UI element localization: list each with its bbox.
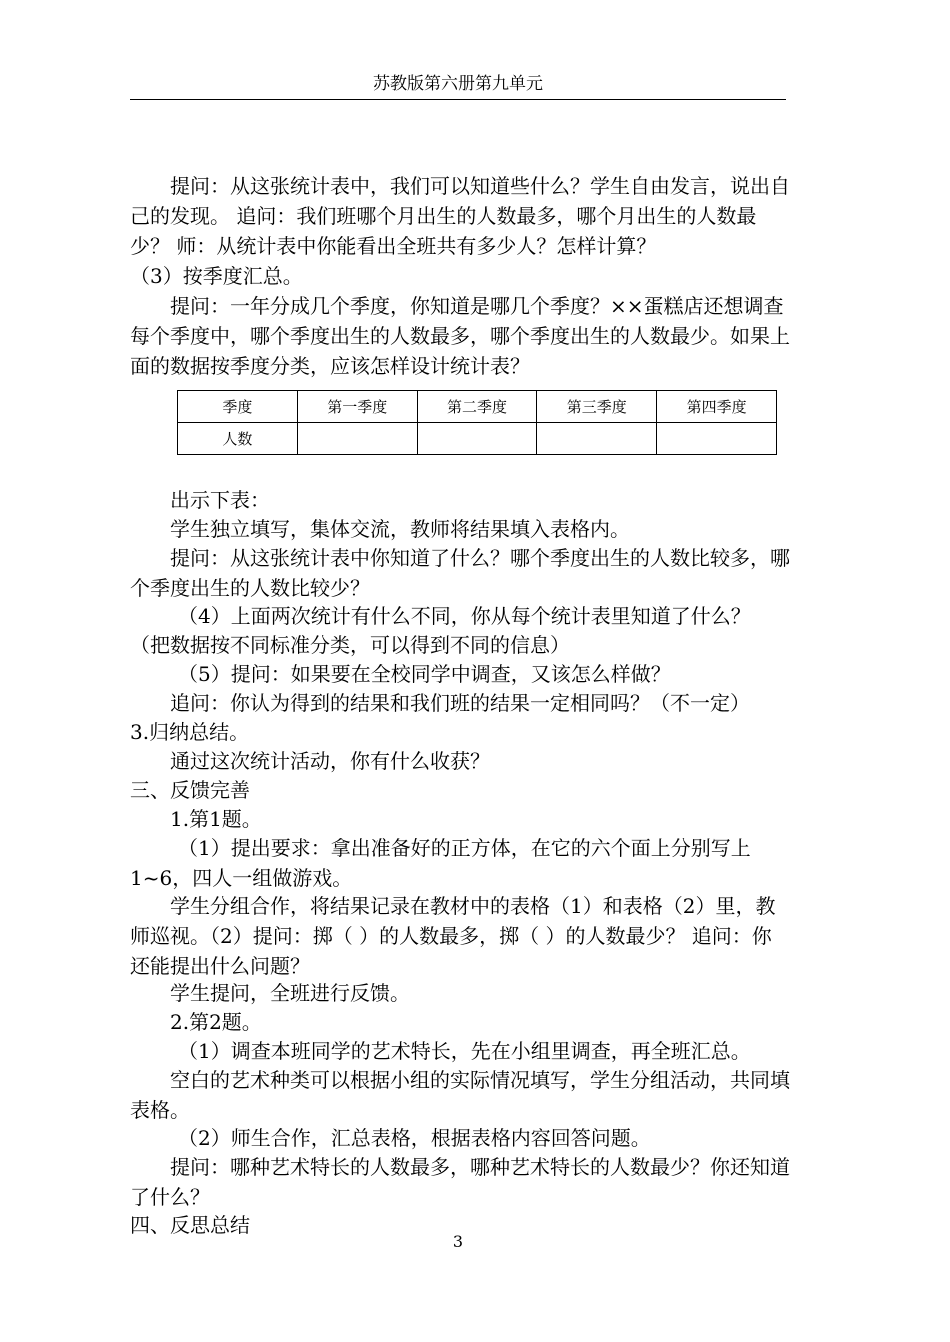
- season-header-cell: 第三季度: [537, 391, 657, 423]
- paragraph-question-2: 提问：一年分成几个季度，你知道是哪几个季度？××蛋糕店还想调查每个季度中，哪个季度出生的人数最多，哪个季度出生的人数最少。如果上面的数据按季度分类，应该怎样设计统计表？: [130, 294, 790, 378]
- paragraph-step-4: （4）上面两次统计有什么不同，你从每个统计表里知道了什么？: [178, 604, 751, 628]
- paragraph-summary: 通过这次统计活动，你有什么收获？: [170, 749, 490, 773]
- paragraph-exercise-1-activity: 学生分组合作，将结果记录在教材中的表格（1）和表格（2）里，教师巡视。（2）提问：掷（ ）的人数最多，掷（ ）的人数最少？ 追问：你还能提出什么问题？: [130, 894, 776, 978]
- paragraph-follow-up: 追问：你认为得到的结果和我们班的结果一定相同吗？（不一定）: [170, 691, 750, 715]
- page-header-title: 苏教版第六册第九单元: [373, 74, 543, 94]
- paragraph-exercise-2-summary: （2）师生合作，汇总表格，根据表格内容回答问题。: [178, 1126, 651, 1150]
- season-count-cell: [417, 423, 537, 455]
- paragraph-exercise-2: 2.第2题。: [170, 1010, 262, 1034]
- season-row-label: 人数: [178, 423, 298, 455]
- paragraph-fill-table: 学生独立填写，集体交流，教师将结果填入表格内。: [170, 517, 630, 541]
- header-rule: [130, 99, 786, 100]
- paragraph-step-4-answer: （把数据按不同标准分类，可以得到不同的信息）: [130, 633, 570, 657]
- paragraph-exercise-1-requirement: （1）提出要求：拿出准备好的正方体，在它的六个面上分别写上1~6，四人一组做游戏。: [130, 836, 751, 890]
- season-header-cell: 第四季度: [657, 391, 777, 423]
- season-header-cell: 第二季度: [417, 391, 537, 423]
- season-count-cell: [537, 423, 657, 455]
- paragraph-exercise-2-survey: （1）调查本班同学的艺术特长，先在小组里调查，再全班汇总。: [178, 1039, 751, 1063]
- paragraph-show-table: 出示下表：: [170, 488, 270, 512]
- paragraph-question-4: 提问：哪种艺术特长的人数最多，哪种艺术特长的人数最少？你还知道了什么？: [130, 1155, 790, 1209]
- paragraph-step-5: （5）提问：如果要在全校同学中调查，又该怎么样做？: [178, 662, 671, 686]
- season-table-header-row: [178, 391, 777, 423]
- season-table-count-row: [178, 423, 777, 455]
- paragraph-exercise-1: 1.第1题。: [170, 807, 262, 831]
- paragraph-question-3: 提问：从这张统计表中你知道了什么？哪个季度出生的人数比较多，哪个季度出生的人数比较少？: [130, 546, 790, 600]
- season-header-cell: 季度: [178, 391, 298, 423]
- page-number: 3: [452, 1232, 464, 1251]
- paragraph-step-3: （3）按季度汇总。: [130, 264, 303, 288]
- paragraph-question-1: 提问：从这张统计表中，我们可以知道些什么？学生自由发言，说出自己的发现。 追问：我们班哪个月出生的人数最多，哪个月出生的人数最少？ 师：从统计表中你能看出全班共有多少人？怎样计算？: [130, 174, 790, 258]
- paragraph-exercise-2-fill: 空白的艺术种类可以根据小组的实际情况填写，学生分组活动，共同填表格。: [130, 1068, 790, 1122]
- section-heading-feedback: 三、反馈完善: [130, 778, 250, 802]
- section-heading-reflection: 四、反思总结: [130, 1213, 250, 1237]
- season-header-cell: 第一季度: [297, 391, 417, 423]
- paragraph-summary-heading: 3.归纳总结。: [130, 720, 250, 744]
- paragraph-exercise-1-feedback: 学生提问，全班进行反馈。: [170, 981, 410, 1005]
- season-count-cell: [297, 423, 417, 455]
- season-table: [177, 390, 777, 455]
- season-count-cell: [657, 423, 777, 455]
